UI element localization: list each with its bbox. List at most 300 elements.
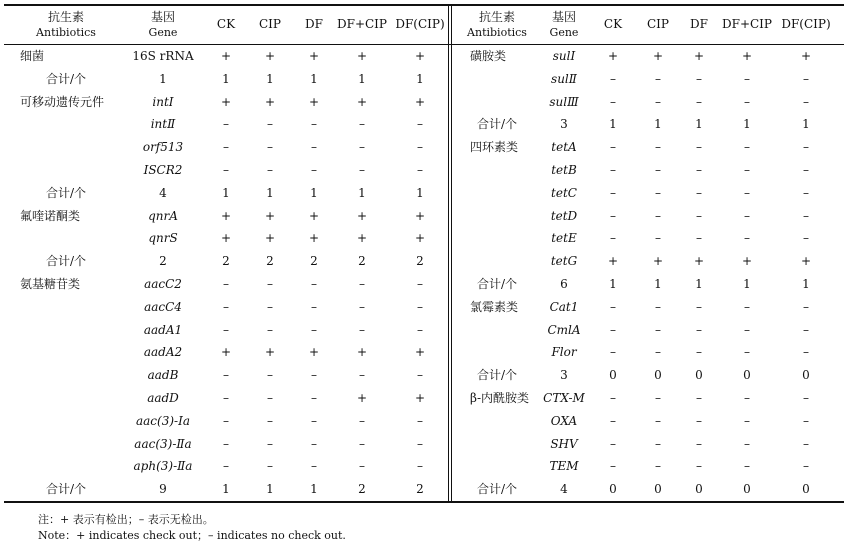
detection-value: – bbox=[696, 436, 702, 451]
detection-value: – bbox=[610, 459, 616, 474]
detection-value: + bbox=[220, 94, 232, 109]
detection-value: 1 bbox=[416, 185, 424, 200]
table-row bbox=[0, 159, 848, 181]
header-zh: DF(CIP) bbox=[395, 17, 445, 31]
detection-value: – bbox=[610, 299, 616, 314]
detection-value: – bbox=[417, 322, 423, 337]
gene-name: TEM bbox=[549, 459, 579, 474]
detection-value: – bbox=[655, 391, 661, 405]
table-row bbox=[0, 182, 848, 204]
category-label: 氨基糖苷类 bbox=[20, 277, 81, 291]
gene-name: aadA1 bbox=[143, 322, 183, 337]
detection-value: – bbox=[696, 459, 702, 474]
detection-value: + bbox=[693, 254, 705, 269]
detection-value: + bbox=[356, 345, 368, 360]
detection-value: – bbox=[803, 208, 809, 223]
category-label: β-内酰胺类 bbox=[470, 391, 529, 405]
detection-value: 0 bbox=[654, 368, 662, 383]
detection-value: – bbox=[359, 459, 365, 474]
detection-value: 1 bbox=[310, 71, 318, 86]
note-chinese: 注：+ 表示有检出；– 表示无检出。 bbox=[38, 513, 214, 526]
detection-value: – bbox=[359, 299, 365, 314]
category-label: 可移动遗传元件 bbox=[20, 94, 105, 109]
detection-value: – bbox=[359, 117, 365, 132]
gene-name: aadD bbox=[147, 391, 179, 405]
table-row bbox=[0, 205, 848, 227]
detection-value: 1 bbox=[358, 71, 366, 86]
header-en: Antibiotics bbox=[467, 26, 527, 39]
gene-name: aadB bbox=[147, 368, 179, 383]
detection-value: + bbox=[308, 49, 320, 63]
detection-value: + bbox=[800, 49, 812, 63]
gene-name: aac(3)-Ⅱa bbox=[134, 436, 192, 451]
gene-name: aacC4 bbox=[144, 299, 182, 314]
detection-value: + bbox=[414, 391, 426, 405]
detection-value: – bbox=[655, 208, 661, 223]
detection-value: – bbox=[417, 163, 423, 177]
detection-value: – bbox=[610, 231, 616, 246]
category-label: 合计/个 bbox=[476, 482, 518, 497]
detection-value: – bbox=[803, 391, 809, 405]
detection-value: – bbox=[744, 322, 750, 337]
detection-value: 0 bbox=[609, 368, 617, 383]
detection-value: + bbox=[356, 208, 368, 223]
detection-value: – bbox=[803, 299, 809, 314]
category-label: 合计/个 bbox=[45, 185, 87, 200]
detection-value: – bbox=[744, 436, 750, 451]
header-right-col-6 bbox=[756, 17, 848, 32]
detection-value: 0 bbox=[695, 368, 703, 383]
detection-value: – bbox=[311, 140, 317, 155]
detection-value: – bbox=[744, 140, 750, 155]
header-zh: DF(CIP) bbox=[781, 17, 831, 31]
detection-value: + bbox=[308, 345, 320, 360]
header-zh: 基因 bbox=[150, 10, 175, 24]
category-label: 合计/个 bbox=[476, 368, 518, 383]
detection-value: 1 bbox=[802, 277, 810, 291]
gene-name: tetA bbox=[551, 140, 577, 155]
detection-value: – bbox=[610, 140, 616, 155]
detection-value: 1 bbox=[222, 482, 230, 497]
category-label: 磺胺类 bbox=[470, 49, 507, 63]
table-row bbox=[0, 136, 848, 158]
header-zh: CIP bbox=[259, 17, 281, 31]
detection-value: – bbox=[311, 436, 317, 451]
detection-value: 0 bbox=[654, 482, 662, 497]
detection-value: – bbox=[744, 94, 750, 109]
detection-value: – bbox=[359, 140, 365, 155]
detection-value: – bbox=[359, 322, 365, 337]
detection-value: – bbox=[267, 436, 273, 451]
table-row bbox=[0, 273, 848, 295]
detection-value: – bbox=[311, 368, 317, 383]
detection-value: 0 bbox=[802, 368, 810, 383]
detection-value: – bbox=[417, 117, 423, 132]
detection-value: – bbox=[610, 391, 616, 405]
detection-value: + bbox=[741, 49, 753, 63]
gene-name: OXA bbox=[550, 413, 578, 428]
detection-value: + bbox=[607, 49, 619, 63]
detection-value: + bbox=[414, 345, 426, 360]
header-zh: CK bbox=[216, 17, 236, 31]
detection-value: – bbox=[267, 299, 273, 314]
detection-value: + bbox=[800, 254, 812, 269]
category-label: 合计/个 bbox=[45, 482, 87, 497]
detection-value: – bbox=[359, 413, 365, 428]
detection-value: – bbox=[744, 185, 750, 200]
gene-name: 4 bbox=[159, 185, 167, 200]
detection-value: 1 bbox=[743, 117, 751, 132]
table-row bbox=[0, 68, 848, 90]
gene-name: CmlA bbox=[547, 322, 581, 337]
detection-value: – bbox=[696, 140, 702, 155]
category-label: 合计/个 bbox=[45, 254, 87, 269]
detection-value: – bbox=[803, 413, 809, 428]
detection-value: + bbox=[356, 231, 368, 246]
gene-name: qnrS bbox=[148, 231, 178, 246]
gene-name: 16S rRNA bbox=[132, 49, 194, 63]
detection-value: – bbox=[803, 94, 809, 109]
detection-value: + bbox=[308, 94, 320, 109]
detection-value: – bbox=[267, 140, 273, 155]
detection-value: – bbox=[223, 391, 229, 405]
detection-value: 1 bbox=[222, 71, 230, 86]
detection-value: – bbox=[417, 299, 423, 314]
detection-value: + bbox=[264, 49, 276, 63]
detection-value: 2 bbox=[416, 482, 424, 497]
detection-value: – bbox=[223, 299, 229, 314]
gene-name: orf513 bbox=[142, 140, 184, 155]
detection-value: + bbox=[220, 345, 232, 360]
detection-value: – bbox=[803, 71, 809, 86]
detection-value: – bbox=[417, 277, 423, 291]
detection-value: – bbox=[744, 208, 750, 223]
detection-value: – bbox=[223, 368, 229, 383]
gene-name: intⅡ bbox=[150, 117, 176, 132]
table-row bbox=[0, 410, 848, 432]
detection-value: – bbox=[655, 140, 661, 155]
detection-value: 2 bbox=[222, 254, 230, 269]
detection-value: – bbox=[267, 163, 273, 177]
detection-value: – bbox=[311, 117, 317, 132]
detection-value: + bbox=[264, 94, 276, 109]
detection-value: – bbox=[311, 163, 317, 177]
detection-value: – bbox=[744, 345, 750, 360]
detection-value: 0 bbox=[609, 482, 617, 497]
detection-value: – bbox=[311, 413, 317, 428]
detection-value: + bbox=[652, 49, 664, 63]
category-label: 氟喹诺酮类 bbox=[20, 208, 81, 223]
header-zh: DF bbox=[690, 17, 708, 31]
category-label: 合计/个 bbox=[476, 277, 518, 291]
gene-name: tetG bbox=[550, 254, 578, 269]
detection-value: + bbox=[356, 94, 368, 109]
detection-value: – bbox=[696, 299, 702, 314]
header-zh: 抗生素 bbox=[478, 10, 515, 24]
header-left-col-0 bbox=[16, 10, 116, 40]
detection-value: – bbox=[655, 231, 661, 246]
detection-value: 1 bbox=[310, 482, 318, 497]
detection-value: – bbox=[417, 413, 423, 428]
detection-value: – bbox=[223, 163, 229, 177]
table-row bbox=[0, 478, 848, 500]
detection-value: – bbox=[359, 163, 365, 177]
gene-name: aac(3)-Ⅰa bbox=[136, 413, 190, 428]
detection-value: – bbox=[803, 185, 809, 200]
gene-name: 6 bbox=[560, 277, 568, 291]
gene-name: intⅠ bbox=[152, 94, 174, 109]
detection-value: – bbox=[417, 140, 423, 155]
detection-value: – bbox=[655, 322, 661, 337]
detection-value: – bbox=[655, 299, 661, 314]
detection-value: – bbox=[696, 391, 702, 405]
header-zh: 抗生素 bbox=[47, 10, 84, 24]
header-zh: CIP bbox=[647, 17, 669, 31]
detection-value: + bbox=[308, 208, 320, 223]
gene-name: qnrA bbox=[148, 208, 178, 223]
detection-value: 1 bbox=[310, 185, 318, 200]
detection-value: – bbox=[610, 322, 616, 337]
gene-name: tetD bbox=[550, 208, 578, 223]
detection-value: + bbox=[220, 208, 232, 223]
detection-value: 1 bbox=[802, 117, 810, 132]
detection-value: + bbox=[220, 231, 232, 246]
detection-value: – bbox=[311, 322, 317, 337]
header-en: Gene bbox=[148, 26, 178, 39]
header-en: Gene bbox=[549, 26, 579, 39]
detection-value: 2 bbox=[310, 254, 318, 269]
category-label: 合计/个 bbox=[45, 71, 87, 86]
table-row bbox=[0, 364, 848, 386]
gene-name: Cat1 bbox=[549, 299, 579, 314]
gene-name: aph(3)-Ⅱa bbox=[133, 459, 193, 474]
detection-value: – bbox=[803, 436, 809, 451]
detection-value: – bbox=[803, 163, 809, 177]
top-rule bbox=[4, 4, 844, 6]
table-row bbox=[0, 296, 848, 318]
gene-name: CTX-M bbox=[543, 391, 585, 405]
detection-value: – bbox=[610, 163, 616, 177]
table-row bbox=[0, 250, 848, 272]
table-row bbox=[0, 387, 848, 409]
detection-value: – bbox=[417, 368, 423, 383]
detection-value: 1 bbox=[416, 71, 424, 86]
detection-value: – bbox=[696, 163, 702, 177]
detection-value: – bbox=[267, 117, 273, 132]
detection-value: – bbox=[610, 413, 616, 428]
detection-value: 2 bbox=[266, 254, 274, 269]
detection-value: – bbox=[610, 345, 616, 360]
detection-value: – bbox=[223, 413, 229, 428]
detection-value: – bbox=[655, 71, 661, 86]
detection-value: – bbox=[744, 231, 750, 246]
detection-value: – bbox=[359, 277, 365, 291]
note-english: Note：+ indicates check out；– indicates no check out. bbox=[38, 529, 346, 542]
detection-value: 1 bbox=[695, 117, 703, 132]
detection-value: – bbox=[417, 436, 423, 451]
detection-value: + bbox=[356, 49, 368, 63]
detection-value: – bbox=[610, 185, 616, 200]
detection-value: + bbox=[264, 208, 276, 223]
gene-name: 1 bbox=[159, 71, 167, 86]
header-en: Antibiotics bbox=[36, 26, 96, 39]
gene-name: tetB bbox=[551, 163, 577, 177]
detection-value: + bbox=[264, 345, 276, 360]
detection-value: – bbox=[267, 391, 273, 405]
gene-name: ISCR2 bbox=[143, 163, 183, 177]
detection-value: + bbox=[308, 231, 320, 246]
detection-value: – bbox=[655, 413, 661, 428]
category-label: 合计/个 bbox=[476, 117, 518, 132]
detection-value: – bbox=[655, 94, 661, 109]
detection-value: – bbox=[267, 459, 273, 474]
detection-value: 0 bbox=[695, 482, 703, 497]
detection-value: – bbox=[803, 231, 809, 246]
table-row bbox=[0, 45, 848, 67]
category-label: 四环素类 bbox=[470, 140, 519, 155]
detection-value: 1 bbox=[266, 71, 274, 86]
table-row bbox=[0, 341, 848, 363]
detection-value: 2 bbox=[416, 254, 424, 269]
detection-value: – bbox=[223, 117, 229, 132]
detection-value: – bbox=[311, 391, 317, 405]
detection-value: – bbox=[696, 413, 702, 428]
gene-name: tetC bbox=[551, 185, 577, 200]
detection-value: 1 bbox=[743, 277, 751, 291]
header-zh: DF+CIP bbox=[337, 17, 387, 31]
gene-name: sulⅢ bbox=[549, 94, 579, 109]
detection-value: – bbox=[803, 322, 809, 337]
detection-value: + bbox=[607, 254, 619, 269]
detection-value: + bbox=[264, 231, 276, 246]
detection-value: – bbox=[223, 322, 229, 337]
detection-value: – bbox=[223, 140, 229, 155]
detection-value: – bbox=[311, 277, 317, 291]
detection-value: + bbox=[220, 49, 232, 63]
detection-value: – bbox=[267, 368, 273, 383]
gene-name: 2 bbox=[159, 254, 167, 269]
detection-value: 2 bbox=[358, 482, 366, 497]
detection-value: – bbox=[655, 436, 661, 451]
gene-name: SHV bbox=[550, 436, 578, 451]
gene-name: aadA2 bbox=[143, 345, 183, 360]
detection-value: + bbox=[741, 254, 753, 269]
detection-value: – bbox=[610, 71, 616, 86]
detection-value: 1 bbox=[654, 277, 662, 291]
detection-value: 1 bbox=[609, 277, 617, 291]
detection-value: – bbox=[223, 277, 229, 291]
detection-value: – bbox=[610, 94, 616, 109]
gene-name: 3 bbox=[560, 117, 568, 132]
detection-value: – bbox=[223, 459, 229, 474]
detection-value: 0 bbox=[743, 482, 751, 497]
detection-value: – bbox=[359, 436, 365, 451]
gene-name: 3 bbox=[560, 368, 568, 383]
detection-value: – bbox=[267, 413, 273, 428]
detection-value: – bbox=[744, 163, 750, 177]
detection-value: – bbox=[803, 459, 809, 474]
detection-value: 1 bbox=[609, 117, 617, 132]
detection-value: – bbox=[696, 322, 702, 337]
detection-value: – bbox=[744, 299, 750, 314]
detection-value: – bbox=[696, 208, 702, 223]
detection-value: – bbox=[610, 208, 616, 223]
table-row bbox=[0, 91, 848, 113]
detection-value: 0 bbox=[743, 368, 751, 383]
detection-value: 0 bbox=[802, 482, 810, 497]
gene-name: 4 bbox=[560, 482, 568, 497]
detection-value: – bbox=[696, 345, 702, 360]
detection-value: + bbox=[414, 49, 426, 63]
detection-value: + bbox=[414, 208, 426, 223]
category-label: 氯霉素类 bbox=[470, 299, 519, 314]
detection-value: – bbox=[696, 185, 702, 200]
gene-name: 9 bbox=[159, 482, 167, 497]
detection-value: – bbox=[744, 459, 750, 474]
detection-value: 1 bbox=[266, 482, 274, 497]
gene-name: sulⅠ bbox=[552, 49, 576, 63]
gene-name: tetE bbox=[551, 231, 577, 246]
detection-value: – bbox=[744, 413, 750, 428]
detection-value: 1 bbox=[222, 185, 230, 200]
detection-value: – bbox=[267, 322, 273, 337]
detection-value: 2 bbox=[358, 254, 366, 269]
detection-value: 1 bbox=[266, 185, 274, 200]
table-row bbox=[0, 455, 848, 477]
header-zh: DF bbox=[305, 17, 323, 31]
detection-value: – bbox=[744, 71, 750, 86]
detection-value: + bbox=[414, 231, 426, 246]
header-zh: DF+CIP bbox=[722, 17, 772, 31]
header-zh: 基因 bbox=[551, 10, 576, 24]
detection-value: + bbox=[652, 254, 664, 269]
detection-value: – bbox=[311, 459, 317, 474]
detection-value: – bbox=[803, 345, 809, 360]
detection-value: – bbox=[267, 277, 273, 291]
detection-value: – bbox=[655, 185, 661, 200]
detection-value: – bbox=[359, 368, 365, 383]
detection-value: + bbox=[356, 391, 368, 405]
gene-name: Flor bbox=[551, 345, 577, 360]
detection-value: – bbox=[655, 459, 661, 474]
table-row bbox=[0, 227, 848, 249]
detection-value: 1 bbox=[358, 185, 366, 200]
detection-value: – bbox=[696, 71, 702, 86]
category-label: 细菌 bbox=[20, 49, 45, 63]
detection-value: + bbox=[414, 94, 426, 109]
detection-value: – bbox=[744, 391, 750, 405]
detection-value: – bbox=[655, 345, 661, 360]
header-zh: CK bbox=[603, 17, 623, 31]
detection-value: 1 bbox=[654, 117, 662, 132]
detection-value: – bbox=[803, 140, 809, 155]
gene-name: aacC2 bbox=[144, 277, 182, 291]
detection-value: – bbox=[696, 231, 702, 246]
table-row bbox=[0, 319, 848, 341]
detection-value: – bbox=[610, 436, 616, 451]
detection-value: – bbox=[223, 436, 229, 451]
detection-value: – bbox=[417, 459, 423, 474]
detection-value: – bbox=[311, 299, 317, 314]
detection-value: – bbox=[655, 163, 661, 177]
table-row bbox=[0, 113, 848, 135]
detection-value: + bbox=[693, 49, 705, 63]
table-row bbox=[0, 433, 848, 455]
detection-value: – bbox=[696, 94, 702, 109]
gene-name: sulⅡ bbox=[551, 71, 577, 86]
detection-value: 1 bbox=[695, 277, 703, 291]
bottom-rule bbox=[4, 501, 844, 503]
